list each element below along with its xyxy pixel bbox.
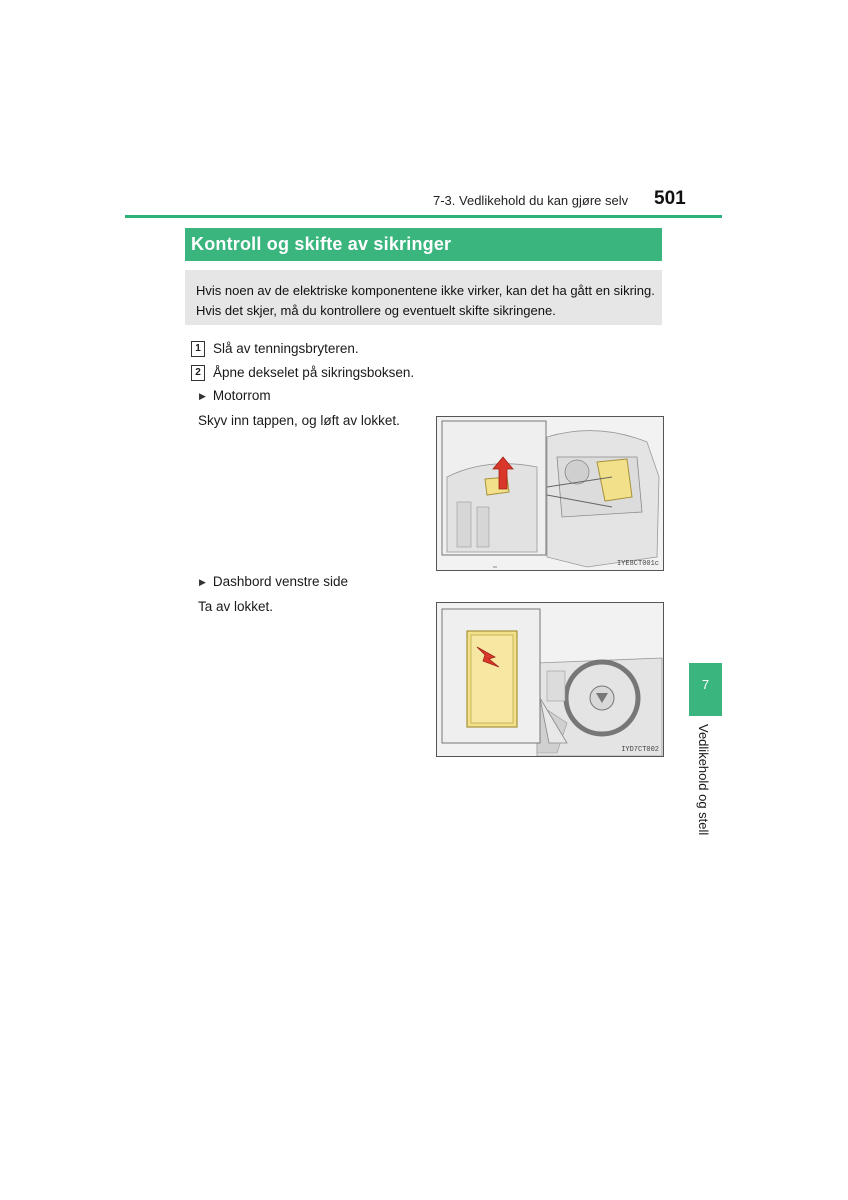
intro-text: Hvis noen av de elektriske komponentene ikke virker, kan det ha gått en sikring. Hvis det skjer, må du kontrollere og eventuelt skifte sikringene. <box>196 283 655 318</box>
header-divider <box>125 215 722 218</box>
location-instruction: Skyv inn tappen, og løft av lokket. <box>198 413 400 428</box>
title-bar <box>185 228 662 261</box>
triangle-bullet-icon: ▶ <box>199 390 206 401</box>
dashboard-figure <box>436 602 664 757</box>
page-number: 501 <box>654 188 686 209</box>
figure-code: IYE8CT001c <box>616 560 659 568</box>
step-number: 2 <box>191 365 205 381</box>
chapter-number: 7 <box>701 677 710 692</box>
figure-code: IYD7CT002 <box>621 746 659 754</box>
chapter-label: Vedlikehold og stell <box>696 724 711 836</box>
step-text: Åpne dekselet på sikringsboksen. <box>213 365 415 380</box>
location-label: Motorrom <box>212 388 271 403</box>
step-1 <box>191 341 359 357</box>
engine-room-illustration <box>437 417 663 570</box>
location-label: Dashbord venstre side <box>212 574 348 589</box>
header-section-title: 7-3. Vedlikehold du kan gjøre selv <box>433 193 629 208</box>
triangle-bullet-icon: ▶ <box>199 576 206 587</box>
chapter-tab <box>689 663 722 716</box>
location-dashboard-left <box>199 574 348 589</box>
page-title: Kontroll og skifte av sikringer <box>191 234 452 254</box>
intro-box <box>185 270 662 325</box>
step-text: Slå av tenningsbryteren. <box>213 341 359 356</box>
location-instruction: Ta av lokket. <box>198 599 274 614</box>
step-number: 1 <box>191 341 205 357</box>
engine-room-figure <box>436 416 664 571</box>
step-2 <box>191 365 414 381</box>
dashboard-illustration <box>437 603 663 756</box>
location-engine-room <box>199 388 271 403</box>
